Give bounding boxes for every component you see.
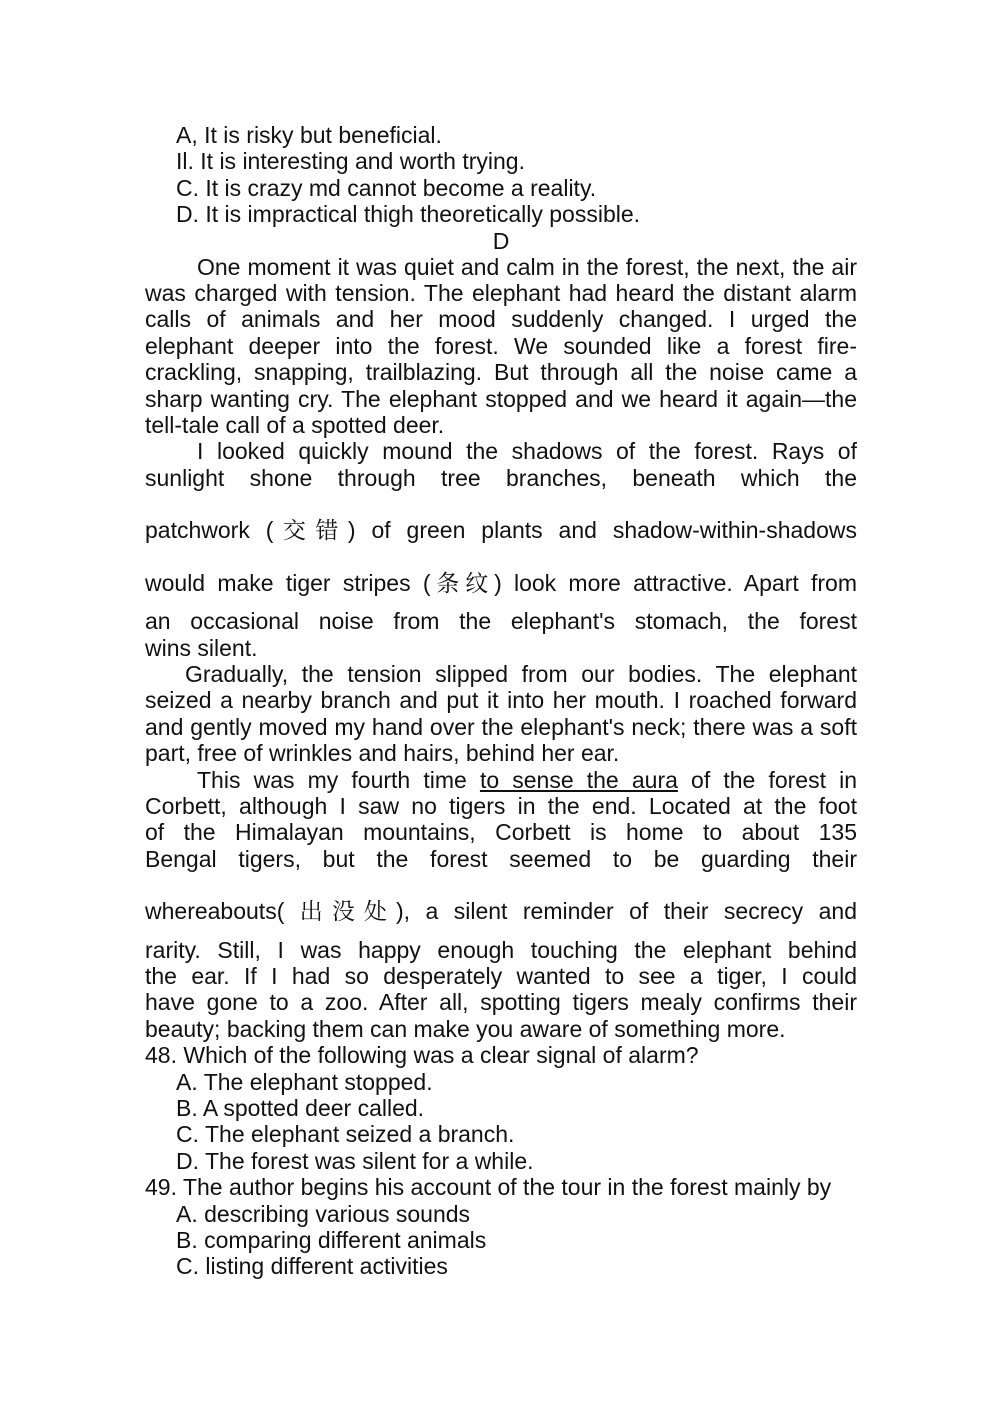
paragraph-4-line: This was my fourth time to sense the aura of the forest in [197,766,858,793]
paragraph-4-line: Corbett, although I saw no tigers in the end. Located at the foot [145,792,857,819]
passage-paragraph-2 [145,438,857,660]
section-label: D [492,227,510,254]
paragraph-4-line: Bengal tigers, but the forest seemed to be guarding their [145,845,857,872]
q48-option-c: C. The elephant seized a branch. [176,1121,515,1148]
question-48-stem: 48. Which of the following was a clear signal of alarm? [145,1042,699,1069]
q49-option-c: C. listing different activities [176,1253,448,1280]
q49-option-b: B. comparing different animals [176,1227,487,1254]
paragraph-2-line: patchwork (交错) of green plants and shadow-within-shadows [145,517,857,544]
paragraph-2-line: I looked quickly mound the shadows of the forest. Rays of [197,438,857,465]
question-48 [145,1042,857,1174]
paragraph-2-line: wins silent. [145,634,258,661]
option-d: D. It is impractical thigh theoretically possible. [176,201,641,228]
q48-option-a: A. The elephant stopped. [176,1068,433,1095]
passage-paragraph-1: One moment it was quiet and calm in the forest, the next, the air was charged with tension. The elephant had heard the distant alarm calls of animals and her mood suddenly changed. I urged the elephant deeper into the forest. We sounded like a forest fire-crackling, snapping, trailblazing. But through all the noise came a sharp wanting cry. The elephant stopped and we heard it again—the tell-tale call of a spotted deer. [145,253,857,439]
paragraph-2-line: an occasional noise from the elephant's stomach, the forest [145,608,857,635]
paragraph-4-line: the ear. If I had so desperately wanted to see a tiger, I could [145,962,857,989]
option-c: C. It is crazy md cannot become a reality. [176,174,597,201]
question-49-stem: 49. The author begins his account of the tour in the forest mainly by [145,1174,832,1201]
paragraph-4-line: beauty; backing them can make you aware of something more. [145,1015,786,1042]
option-a: A, It is risky but beneficial. [176,122,442,148]
q48-option-d: D. The forest was silent for a while. [176,1147,534,1174]
q48-option-b: B. A spotted deer called. [176,1095,425,1121]
document-page [145,122,857,1280]
passage-paragraph-3: Gradually, the tension slipped from our bodies. The elephant seized a nearby branch and put it into her mouth. I roached forward and gently moved my hand over the elephant's neck; there was a soft part, free of wrinkles and hairs, behind her ear. [145,660,857,767]
paragraph-4-line: of the Himalayan mountains, Corbett is home to about 135 [145,819,857,846]
paragraph-4-line: have gone to a zoo. After all, spotting tigers mealy confirms their [145,989,857,1016]
passage-paragraph-4 [145,767,857,1043]
underlined-phrase: to sense the aura [479,766,678,793]
q49-option-a: A. describing various sounds [176,1200,471,1227]
option-b: Il. It is interesting and worth trying. [176,148,525,175]
previous-question-options [145,122,857,228]
paragraph-2-line: sunlight shone through tree branches, beneath which the [145,464,857,491]
paragraph-4-line: rarity. Still, I was happy enough touching the elephant behind [145,936,857,963]
paragraph-4-line: whereabouts( 出没处), a silent reminder of their secrecy and [145,898,857,925]
paragraph-2-line: would make tiger stripes (条纹) look more attractive. Apart from [145,569,857,596]
question-49 [145,1174,857,1280]
